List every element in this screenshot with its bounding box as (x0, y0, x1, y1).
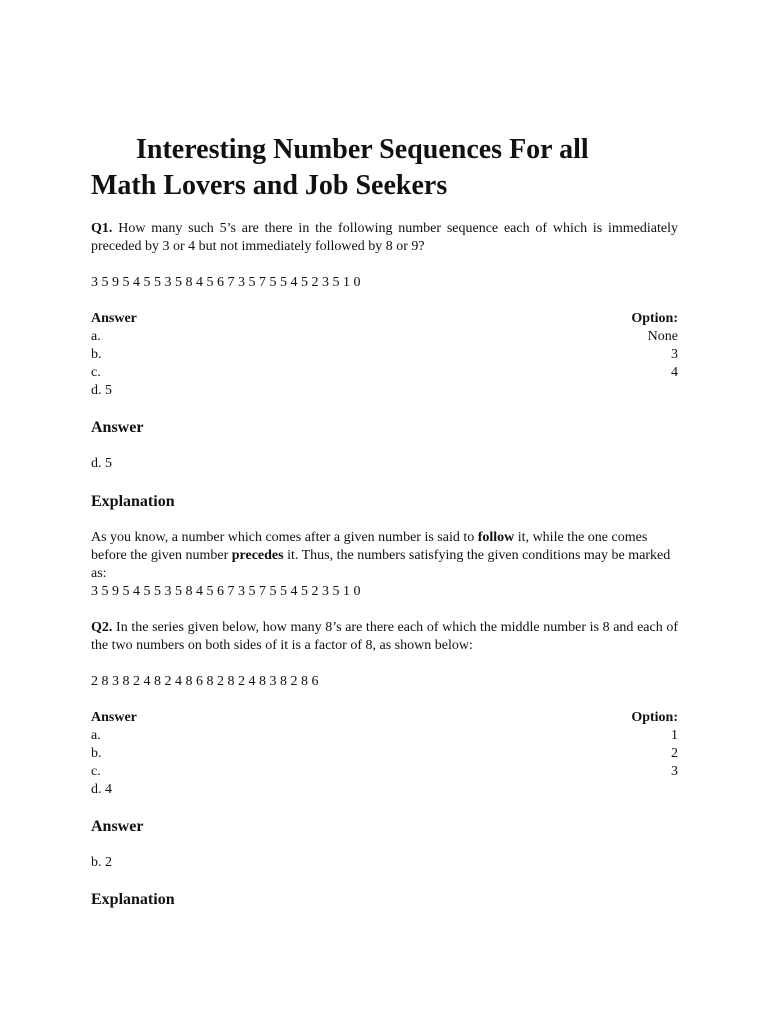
question-1-explanation-heading: Explanation (91, 493, 175, 510)
question-2-body: In the series given below, how many 8’s are there each of which the middle number is 8 and each of the two numbers on both sides of it is a factor of 8, as shown below: (91, 620, 679, 653)
option-letter: b. (91, 746, 102, 761)
options-header-row (91, 709, 678, 727)
option-value: 2 (671, 746, 678, 761)
option-row (91, 346, 678, 364)
explanation-bold-precedes: precedes (231, 548, 284, 563)
question-1-text (91, 220, 678, 256)
explanation-text: it, while the one comes before the given number (91, 530, 648, 563)
title-line-1: Interesting Number Sequences For all (136, 134, 589, 165)
page-title (91, 132, 678, 204)
option-value: 3 (671, 347, 678, 362)
option-letter: c. (91, 764, 101, 779)
options-answer-header: Answer (91, 710, 137, 725)
option-letter: a. (91, 728, 101, 743)
option-row (91, 763, 678, 781)
option-row (91, 328, 678, 346)
options-header-row (91, 310, 678, 328)
option-value: 3 (671, 764, 678, 779)
option-letter: d. 4 (91, 782, 112, 797)
question-2-answer-heading: Answer (91, 818, 144, 835)
option-row (91, 727, 678, 745)
option-letter: a. (91, 329, 101, 344)
question-2-text (91, 619, 678, 655)
options-option-header: Option: (631, 311, 678, 326)
question-1-sequence: 3 5 9 5 4 5 5 3 5 8 4 5 6 7 3 5 7 5 5 4 5 2 3 5 1 0 (91, 275, 361, 290)
option-row (91, 364, 678, 382)
options-answer-header: Answer (91, 311, 137, 326)
question-1-explanation (91, 529, 678, 583)
explanation-bold-follow: follow (477, 530, 515, 545)
options-option-header: Option: (631, 710, 678, 725)
question-2-options (91, 709, 678, 799)
question-2-label: Q2. (91, 620, 113, 635)
option-row (91, 745, 678, 763)
question-1-body: How many such 5’s are there in the following number sequence each of which is immediately preceded by 3 or 4 but not immediately followed by 8 or 9? (91, 221, 679, 254)
question-2-sequence: 2 8 3 8 2 4 8 2 4 8 6 8 2 8 2 4 8 3 8 2 8 6 (91, 674, 319, 689)
question-1-options (91, 310, 678, 400)
option-value: None (647, 329, 678, 344)
question-1-answer: d. 5 (91, 456, 112, 471)
question-1-explanation-sequence: 3 5 9 5 4 5 5 3 5 8 4 5 6 7 3 5 7 5 5 4 5 2 3 5 1 0 (91, 584, 361, 599)
option-value: 1 (671, 728, 678, 743)
option-row (91, 382, 678, 400)
question-1-label: Q1. (91, 221, 113, 236)
option-letter: d. 5 (91, 383, 112, 398)
explanation-text: it. Thus, the numbers satisfying the given conditions may be marked as: (91, 548, 671, 581)
option-letter: c. (91, 365, 101, 380)
option-letter: b. (91, 347, 102, 362)
explanation-text: As you know, a number which comes after a given number is said to (91, 530, 478, 545)
question-2-explanation-heading: Explanation (91, 891, 175, 908)
question-2-answer: b. 2 (91, 855, 112, 870)
title-line-2: Math Lovers and Job Seekers (91, 170, 448, 201)
option-value: 4 (671, 365, 678, 380)
option-row (91, 781, 678, 799)
question-1-answer-heading: Answer (91, 419, 144, 436)
